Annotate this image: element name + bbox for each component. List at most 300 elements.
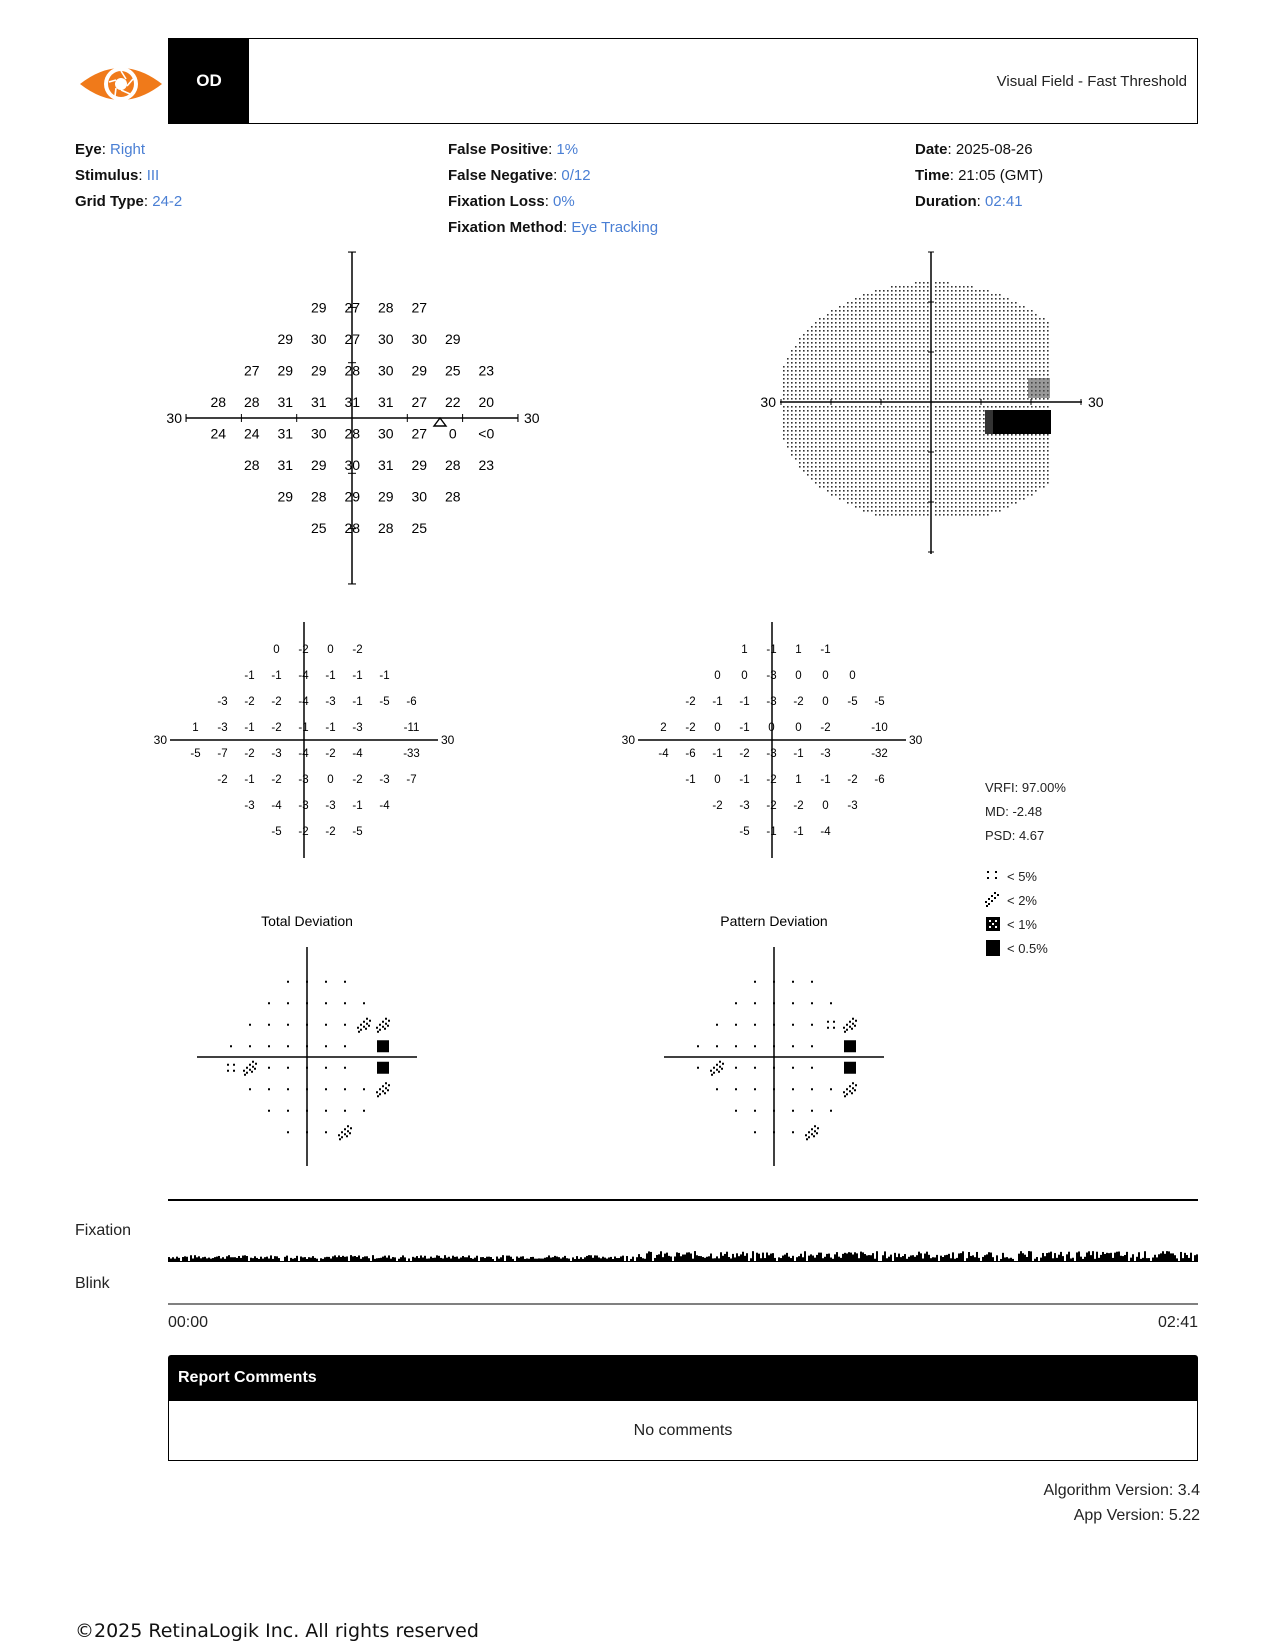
greyscale-dot: [979, 482, 981, 484]
greyscale-dot: [951, 298, 953, 300]
greyscale-dot: [835, 350, 837, 352]
greyscale-dot: [1007, 326, 1009, 328]
greyscale-dot: [791, 370, 793, 372]
threshold-value: 28: [344, 362, 361, 379]
fixation-trace-bar: [758, 1254, 760, 1262]
greyscale-dot: [967, 342, 969, 344]
greyscale-dot: [871, 398, 873, 400]
td-value: -3: [379, 774, 390, 787]
greyscale-dot: [823, 398, 825, 400]
normal-dot-symbol: [268, 1088, 270, 1090]
fixation-trace-bar: [698, 1256, 700, 1262]
greyscale-dot: [903, 414, 905, 416]
greyscale-dot: [987, 438, 989, 440]
greyscale-dot: [875, 506, 877, 508]
greyscale-dot: [935, 322, 937, 324]
greyscale-dot: [903, 314, 905, 316]
greyscale-dot: [795, 386, 797, 388]
greyscale-dot: [903, 426, 905, 428]
greyscale-dot: [1019, 462, 1021, 464]
fixation-trace-bar: [782, 1256, 784, 1262]
threshold-value: 31: [344, 394, 361, 411]
greyscale-dot: [911, 350, 913, 352]
greyscale-dot: [903, 470, 905, 472]
greyscale-dot: [875, 354, 877, 356]
greyscale-dot: [979, 454, 981, 456]
fixation-trace-bar: [564, 1256, 566, 1262]
greyscale-dot: [991, 474, 993, 476]
greyscale-dot: [883, 474, 885, 476]
greyscale-dot: [819, 346, 821, 348]
fixation-trace-bar: [1118, 1252, 1120, 1262]
greyscale-dot: [959, 438, 961, 440]
greyscale-dot: [915, 310, 917, 312]
greyscale-dot: [955, 422, 957, 424]
greyscale-dot: [831, 346, 833, 348]
greyscale-dot: [895, 358, 897, 360]
greyscale-dot: [807, 374, 809, 376]
fixation-trace-bar: [700, 1256, 702, 1262]
greyscale-dot: [935, 350, 937, 352]
greyscale-dot: [831, 446, 833, 448]
greyscale-dot: [843, 378, 845, 380]
td-value: -3: [298, 800, 309, 813]
greyscale-dot: [875, 338, 877, 340]
greyscale-dot: [959, 390, 961, 392]
greyscale-dot: [899, 430, 901, 432]
greyscale-dot: [943, 358, 945, 360]
fixation-trace-bar: [706, 1257, 708, 1262]
greyscale-dot: [1035, 462, 1037, 464]
greyscale-dot: [979, 506, 981, 508]
greyscale-dot: [847, 350, 849, 352]
greyscale-dot: [971, 490, 973, 492]
greyscale-dot: [967, 314, 969, 316]
greyscale-dot: [819, 406, 821, 408]
greyscale-dot: [1015, 302, 1017, 304]
normal-dot-symbol: [268, 1002, 270, 1004]
greyscale-dot: [999, 434, 1001, 436]
greyscale-dot: [927, 282, 929, 284]
greyscale-dot: [863, 298, 865, 300]
greyscale-dot: [891, 434, 893, 436]
greyscale-dot: [943, 290, 945, 292]
threshold-value: 31: [310, 394, 327, 411]
greyscale-dot: [1043, 450, 1045, 452]
fixation-label: Fixation: [75, 1222, 132, 1239]
greyscale-dot: [891, 374, 893, 376]
greyscale-dot: [871, 378, 873, 380]
greyscale-dot: [923, 510, 925, 512]
greyscale-dot: [823, 466, 825, 468]
greyscale-dot: [999, 458, 1001, 460]
greyscale-dot: [951, 434, 953, 436]
greyscale-dot: [999, 314, 1001, 316]
td-value: -6: [406, 696, 417, 709]
greyscale-dot: [863, 422, 865, 424]
fixation-trace-bar: [694, 1251, 696, 1262]
greyscale-dot: [1039, 442, 1041, 444]
greyscale-dot: [983, 442, 985, 444]
p05-symbol: [377, 1062, 389, 1074]
greyscale-dot: [907, 302, 909, 304]
greyscale-dot: [903, 418, 905, 420]
fixation-trace-bar: [912, 1255, 914, 1262]
greyscale-dot: [783, 422, 785, 424]
greyscale-dot: [835, 394, 837, 396]
greyscale-dot: [887, 438, 889, 440]
greyscale-dot: [847, 382, 849, 384]
greyscale-dot: [907, 406, 909, 408]
greyscale-dot: [1007, 478, 1009, 480]
greyscale-dot: [799, 446, 801, 448]
fixation-trace-bar: [750, 1258, 752, 1262]
greyscale-dot: [1031, 358, 1033, 360]
greyscale-dot: [995, 378, 997, 380]
greyscale-dot: [871, 458, 873, 460]
threshold-value: 30: [377, 331, 394, 348]
greyscale-dot: [987, 462, 989, 464]
greyscale-dot: [875, 418, 877, 420]
greyscale-dot: [943, 470, 945, 472]
greyscale-dot: [1019, 326, 1021, 328]
fixation-trace-bar: [1178, 1261, 1180, 1262]
greyscale-dot: [1015, 482, 1017, 484]
greyscale-dot: [915, 354, 917, 356]
normal-dot-symbol: [754, 1024, 756, 1026]
fixation-trace-bar: [738, 1256, 740, 1262]
fixation-trace-bar: [442, 1258, 444, 1262]
greyscale-dot: [971, 438, 973, 440]
info-fixation-method: Fixation Method: Eye Tracking: [448, 219, 659, 236]
app-version: App Version: 5.22: [1073, 1507, 1200, 1524]
td-value: -2: [298, 644, 309, 657]
fixation-trace-bar: [812, 1256, 814, 1262]
greyscale-dot: [807, 442, 809, 444]
fixation-trace-bar: [646, 1253, 648, 1262]
greyscale-dot: [1039, 374, 1041, 376]
fixation-trace-bar: [800, 1254, 802, 1262]
greyscale-dot: [1011, 470, 1013, 472]
fixation-trace-bar: [528, 1259, 530, 1262]
greyscale-dot: [935, 290, 937, 292]
greyscale-dot: [851, 398, 853, 400]
greyscale-dot: [923, 390, 925, 392]
greyscale-dot: [939, 514, 941, 516]
greyscale-dot: [935, 454, 937, 456]
fixation-trace-bar: [584, 1257, 586, 1262]
greyscale-dot: [959, 302, 961, 304]
greyscale-dot: [1003, 354, 1005, 356]
greyscale-dot: [855, 398, 857, 400]
greyscale-dot: [791, 398, 793, 400]
greyscale-dot: [1007, 334, 1009, 336]
greyscale-dot: [795, 406, 797, 408]
greyscale-dot: [795, 430, 797, 432]
greyscale-dot: [911, 362, 913, 364]
greyscale-dot: [871, 330, 873, 332]
greyscale-dot: [911, 430, 913, 432]
greyscale-dot: [923, 438, 925, 440]
fixation-trace-bar: [236, 1258, 238, 1262]
normal-dot-symbol: [830, 1088, 832, 1090]
greyscale-dot: [835, 378, 837, 380]
greyscale-dot: [831, 478, 833, 480]
greyscale-dot: [991, 374, 993, 376]
greyscale-dot: [879, 350, 881, 352]
greyscale-dot: [1003, 458, 1005, 460]
normal-dot-symbol: [325, 1110, 327, 1112]
greyscale-dot: [799, 406, 801, 408]
greyscale-dot: [1031, 446, 1033, 448]
greyscale-dot: [1039, 434, 1041, 436]
fixation-trace-bar: [928, 1255, 930, 1262]
greyscale-dot: [919, 354, 921, 356]
fixation-trace-bar: [1104, 1254, 1106, 1262]
greyscale-dot: [867, 502, 869, 504]
greyscale-dot: [935, 494, 937, 496]
greyscale-dot: [895, 410, 897, 412]
greyscale-dot: [815, 366, 817, 368]
fixation-trace-bar: [1040, 1258, 1042, 1262]
greyscale-dot: [851, 362, 853, 364]
greyscale-dot: [915, 358, 917, 360]
greyscale-dot: [963, 294, 965, 296]
greyscale-dot: [823, 446, 825, 448]
greyscale-dot: [947, 426, 949, 428]
greyscale-dot: [823, 318, 825, 320]
greyscale-dot: [935, 446, 937, 448]
greyscale-dot: [807, 350, 809, 352]
greyscale-dot: [803, 442, 805, 444]
greyscale-dot: [995, 374, 997, 376]
info-time: Time: 21:05 (GMT): [915, 167, 1044, 184]
fixation-trace-bar: [888, 1257, 890, 1262]
fixation-trace-bar: [428, 1258, 430, 1262]
greyscale-dot: [887, 446, 889, 448]
greyscale-dot: [979, 338, 981, 340]
greyscale-dot: [891, 494, 893, 496]
greyscale-dot: [807, 418, 809, 420]
pd-value: 0: [822, 696, 829, 709]
greyscale-dot: [819, 482, 821, 484]
greyscale-dot: [1007, 322, 1009, 324]
greyscale-dot: [891, 366, 893, 368]
normal-dot-symbol: [344, 1045, 346, 1047]
greyscale-dot: [967, 450, 969, 452]
greyscale-dot: [843, 454, 845, 456]
greyscale-dot: [787, 382, 789, 384]
fixation-trace-bar: [440, 1258, 442, 1262]
greyscale-dot: [863, 490, 865, 492]
greyscale-dot: [879, 422, 881, 424]
greyscale-dot: [947, 374, 949, 376]
greyscale-dot: [871, 342, 873, 344]
global-indices: [985, 776, 1066, 848]
normal-dot-symbol: [287, 1131, 289, 1133]
greyscale-dot: [991, 294, 993, 296]
greyscale-dot: [919, 390, 921, 392]
greyscale-dot: [1003, 450, 1005, 452]
fixation-trace-bar: [1174, 1255, 1176, 1262]
fixation-trace-bar: [1158, 1254, 1160, 1262]
greyscale-dot: [959, 322, 961, 324]
greyscale-dot: [979, 514, 981, 516]
threshold-value: 22: [444, 394, 461, 411]
greyscale-dot: [907, 358, 909, 360]
greyscale-dot: [819, 418, 821, 420]
fixation-trace-bar: [1074, 1261, 1076, 1262]
fixation-trace-bar: [310, 1258, 312, 1262]
greyscale-dot: [835, 314, 837, 316]
greyscale-dot: [787, 426, 789, 428]
greyscale-dot: [943, 378, 945, 380]
fixation-trace-bar: [1196, 1254, 1198, 1262]
greyscale-dot: [879, 502, 881, 504]
greyscale-dot: [891, 414, 893, 416]
greyscale-dot: [879, 430, 881, 432]
greyscale-dot: [871, 354, 873, 356]
greyscale-dot: [1023, 474, 1025, 476]
greyscale-dot: [839, 410, 841, 412]
normal-dot-symbol: [716, 1045, 718, 1047]
greyscale-dot: [967, 478, 969, 480]
greyscale-dot: [991, 494, 993, 496]
greyscale-dot: [847, 434, 849, 436]
greyscale-dot: [963, 510, 965, 512]
normal-dot-symbol: [287, 1067, 289, 1069]
greyscale-dot: [1023, 490, 1025, 492]
p2-symbol: [338, 1125, 352, 1140]
greyscale-dot: [859, 334, 861, 336]
greyscale-dot: [887, 454, 889, 456]
greyscale-dot: [827, 474, 829, 476]
greyscale-dot: [1007, 330, 1009, 332]
fixation-trace-bar: [420, 1255, 422, 1262]
greyscale-dot: [991, 470, 993, 472]
greyscale-dot: [811, 438, 813, 440]
fixation-trace-bar: [1136, 1257, 1138, 1262]
greyscale-dot: [1035, 398, 1037, 400]
greyscale-dot: [823, 478, 825, 480]
greyscale-dot: [895, 478, 897, 480]
fixation-trace-bar: [254, 1256, 256, 1262]
greyscale-dot: [1043, 442, 1045, 444]
greyscale-dot: [911, 334, 913, 336]
greyscale-dot: [839, 422, 841, 424]
greyscale-dot: [887, 306, 889, 308]
threshold-axis-label-right: 30: [524, 410, 540, 426]
greyscale-dot: [863, 374, 865, 376]
greyscale-dot: [867, 474, 869, 476]
greyscale-dot: [875, 350, 877, 352]
fixation-trace-bar: [864, 1254, 866, 1262]
greyscale-dot: [991, 486, 993, 488]
greyscale-dot: [851, 330, 853, 332]
greyscale-dot: [943, 490, 945, 492]
greyscale-dot: [1019, 306, 1021, 308]
fixation-trace-bar: [820, 1253, 822, 1262]
greyscale-dot: [959, 494, 961, 496]
greyscale-dot: [915, 398, 917, 400]
greyscale-dot: [895, 322, 897, 324]
greyscale-dot: [827, 466, 829, 468]
fixation-trace-bar: [344, 1257, 346, 1262]
fixation-trace-bar: [258, 1259, 260, 1262]
normal-dot-symbol: [344, 1088, 346, 1090]
fixation-trace-bar: [362, 1257, 364, 1262]
greyscale-dot: [963, 486, 965, 488]
normal-dot-symbol: [306, 1045, 308, 1047]
greyscale-dot: [991, 394, 993, 396]
greyscale-dot: [855, 382, 857, 384]
greyscale-dot: [1043, 346, 1045, 348]
greyscale-dot: [891, 330, 893, 332]
greyscale-dot: [951, 314, 953, 316]
greyscale-dot: [911, 366, 913, 368]
greyscale-dot: [891, 386, 893, 388]
greyscale-dot: [907, 298, 909, 300]
greyscale-dot: [875, 490, 877, 492]
greyscale-dot: [915, 478, 917, 480]
greyscale-dot: [891, 302, 893, 304]
normal-dot-symbol: [792, 1002, 794, 1004]
pd-value: -5: [739, 826, 750, 839]
greyscale-dot: [1007, 370, 1009, 372]
greyscale-dot: [839, 438, 841, 440]
greyscale-dot: [787, 430, 789, 432]
greyscale-dot: [831, 358, 833, 360]
fixation-trace-bar: [224, 1259, 226, 1262]
greyscale-dot: [839, 442, 841, 444]
greyscale-dot: [1043, 358, 1045, 360]
greyscale-dot: [819, 470, 821, 472]
greyscale-dot: [891, 482, 893, 484]
greyscale-dot: [967, 482, 969, 484]
greyscale-dot: [959, 350, 961, 352]
fixation-trace-bar: [1026, 1257, 1028, 1262]
fixation-trace-bar: [1156, 1257, 1158, 1262]
greyscale-dot: [947, 466, 949, 468]
greyscale-dot: [891, 438, 893, 440]
greyscale-dot: [987, 466, 989, 468]
greyscale-dot: [935, 366, 937, 368]
greyscale-dot: [915, 342, 917, 344]
greyscale-dot: [863, 486, 865, 488]
fixation-trace-bar: [932, 1257, 934, 1262]
greyscale-dot: [1043, 454, 1045, 456]
fixation-trace-bar: [1010, 1258, 1012, 1262]
greyscale-dot: [1023, 342, 1025, 344]
greyscale-dot: [1007, 338, 1009, 340]
greyscale-dot: [1027, 334, 1029, 336]
greyscale-dot: [1043, 466, 1045, 468]
fixation-trace-bar: [770, 1254, 772, 1262]
greyscale-dot: [915, 418, 917, 420]
greyscale-dot: [911, 478, 913, 480]
greyscale-dot: [991, 330, 993, 332]
fixation-trace-bar: [308, 1257, 310, 1262]
greyscale-dot: [831, 454, 833, 456]
greyscale-dot: [891, 446, 893, 448]
greyscale-dot: [983, 470, 985, 472]
greyscale-dot: [943, 502, 945, 504]
greyscale-dot: [859, 430, 861, 432]
greyscale-dot: [1015, 362, 1017, 364]
fixation-trace-bar: [472, 1259, 474, 1262]
greyscale-dot: [967, 442, 969, 444]
greyscale-dot: [927, 478, 929, 480]
